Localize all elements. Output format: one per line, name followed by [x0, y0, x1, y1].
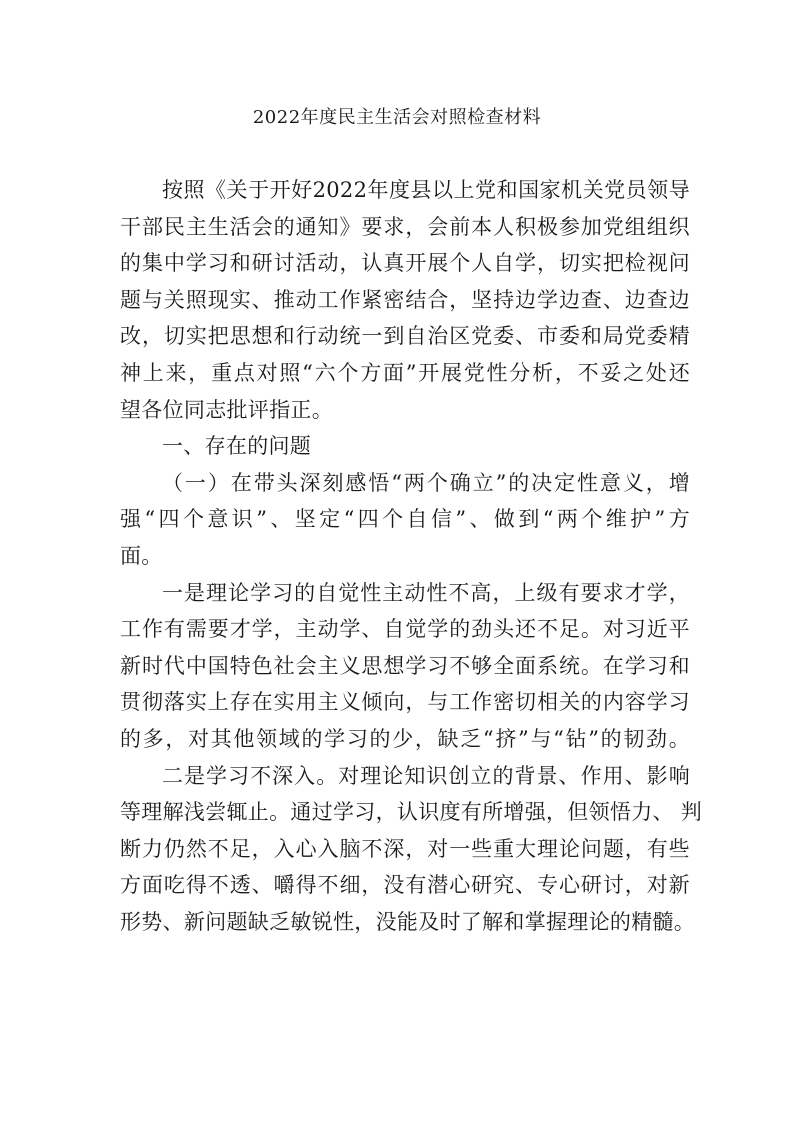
- subsection-heading: [120, 468, 690, 571]
- text-line: 按照《关于开好2022年度县以上党和国家机关党员领导: [162, 178, 690, 202]
- document-body: [120, 175, 703, 943]
- text-line: 的多，对其他领域的学习的少，缺乏“挤”与“钻”的韧劲。: [120, 726, 690, 751]
- text-line: 题与关照现实、推动工作紧密结合，坚持边学边查、边查边: [120, 287, 690, 312]
- text-line: 神上来，重点对照“六个方面”开展党性分析，不妥之处还: [120, 360, 690, 385]
- paragraph-point-2: [120, 761, 703, 937]
- text-line: 改，切实把思想和行动统一到自治区党委、市委和局党委精: [120, 324, 690, 349]
- document-title: 2022年度民主生活会对照检查材料: [252, 107, 542, 128]
- text-line: 干部民主生活会的通知》要求，会前本人积极参加党组组织: [120, 214, 690, 239]
- text-line: 面。: [120, 543, 163, 568]
- text-line: 二是学习不深入。对理论知识创立的背景、作用、影响: [162, 763, 690, 788]
- text-line: （一）在带头深刻感悟“两个确立”的决定性意义，增: [162, 470, 690, 495]
- text-line: 一是理论学习的自觉性主动性不高，上级有要求才学，: [162, 580, 690, 605]
- text-line: 方面吃得不透、嚼得不细，没有潜心研究、专心研讨，对新: [120, 873, 690, 898]
- text-line: 贯彻落实上存在实用主义倾向，与工作密切相关的内容学习: [120, 690, 690, 715]
- text-line: 断力仍然不足，入心入脑不深，对一些重大理论问题，有些: [120, 836, 690, 861]
- text-line: 强“四个意识”、坚定“四个自信”、做到“两个维护”方: [120, 507, 690, 532]
- text-line: 新时代中国特色社会主义思想学习不够全面系统。在学习和: [120, 653, 690, 678]
- paragraph-intro: [120, 175, 690, 425]
- text-line: 工作有需要才学，主动学、自觉学的劲头还不足。对习近平: [120, 617, 690, 642]
- section-heading: [120, 431, 690, 461]
- text-line: 形势、新问题缺乏敏锐性，没能及时了解和掌握理论的精髓。: [120, 909, 696, 934]
- text-line: 望各位同志批评指正。: [120, 397, 333, 422]
- heading-line: 一、存在的问题: [162, 434, 312, 459]
- text-line: 等理解浅尝辄止。通过学习，认识度有所增强，但领悟力、 判: [120, 800, 703, 825]
- text-line: 的集中学习和研讨活动，认真开展个人自学，切实把检视问: [120, 251, 690, 276]
- paragraph-point-1: [120, 578, 690, 754]
